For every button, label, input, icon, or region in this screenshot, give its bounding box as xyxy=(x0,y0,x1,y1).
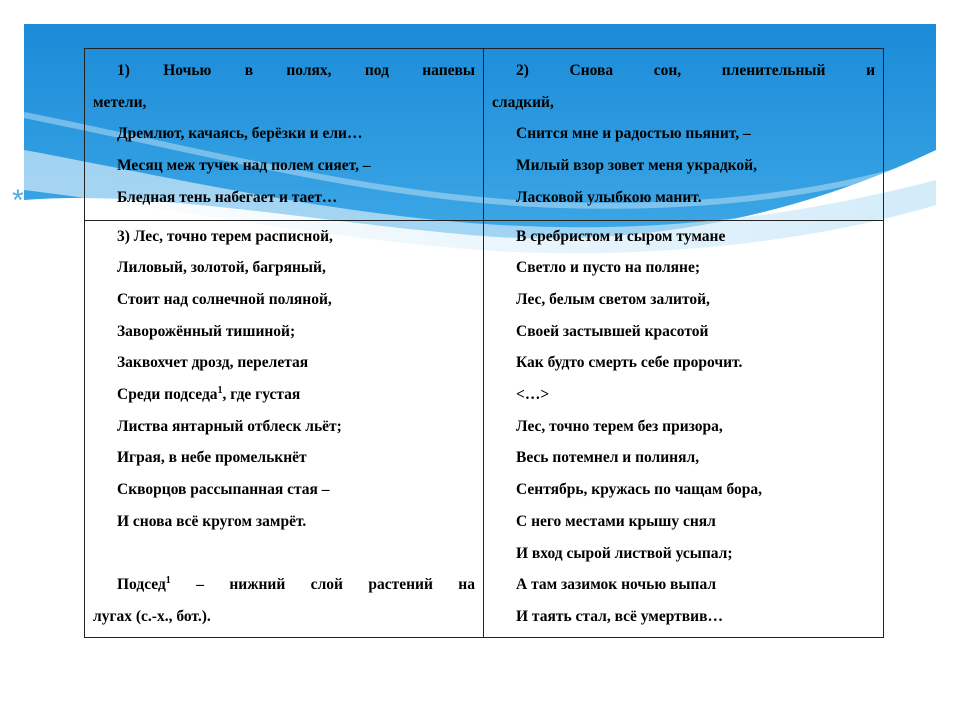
poem-1-line: Дремлют, качаясь, берёзки и ели… xyxy=(117,125,363,143)
poem-2-line: сладкий, xyxy=(492,93,554,111)
poem-4-line: Лес, точно терем без призора, xyxy=(516,417,723,435)
poem-3-line: Играя, в небе промелькнёт xyxy=(117,449,307,467)
poem-3-line: 3) Лес, точно терем расписной, xyxy=(117,227,333,245)
table-row xyxy=(85,220,884,637)
poem-3-line: Скворцов рассыпанная стая – xyxy=(117,481,330,499)
poem-3-line: И снова всё кругом замрёт. xyxy=(117,512,307,530)
poem-4-line: Светло и пусто на поляне; xyxy=(516,259,701,277)
poem-4-line: И таять стал, всё умертвив… xyxy=(516,607,723,625)
footnote-cont: лугах (с.-х., бот.). xyxy=(93,607,211,625)
poem-1-line: Месяц меж тучек над полем сияет, – xyxy=(117,157,371,175)
poem-1-line: метели, xyxy=(93,93,147,111)
poem-3-line-tail: , где густая xyxy=(222,386,301,404)
poem-1-line: Бледная тень набегает и тает… xyxy=(117,188,338,206)
poem-4-line: Своей застывшей красотой xyxy=(516,322,709,340)
poem-3-line: Заворожённый тишиной; xyxy=(117,322,296,340)
poem-4-line: Весь потемнел и полинял, xyxy=(516,449,700,467)
poem-4-line: И вход сырой листвой усыпал; xyxy=(516,544,733,562)
poem-3-line xyxy=(93,379,475,411)
spacer xyxy=(93,538,475,570)
poems-table xyxy=(84,48,884,638)
footnote-word: Подсед xyxy=(117,576,166,594)
footnote xyxy=(93,569,475,601)
poem-3-line-text: Среди подседа xyxy=(117,386,218,404)
poem-3-line: Стоит над солнечной поляной, xyxy=(117,290,332,308)
poem-4-line: Как будто смерть себе пророчит. xyxy=(516,354,743,372)
cell-poem-4 xyxy=(484,220,884,637)
asterisk-bullet: * xyxy=(12,184,24,217)
poem-4-line: С него местами крышу снял xyxy=(516,512,716,530)
poem-2-line: Снится мне и радостью пьянит, – xyxy=(516,125,751,143)
poem-2-line: Милый взор зовет меня украдкой, xyxy=(516,157,757,175)
poem-3-line: Лиловый, золотой, багряный, xyxy=(117,259,326,277)
footnote-mark: 1 xyxy=(217,384,223,396)
poem-3-line: Листва янтарный отблеск льёт; xyxy=(117,417,342,435)
cell-poem-3 xyxy=(85,220,484,637)
poem-4-line: В сребристом и сыром тумане xyxy=(516,227,726,245)
poem-2-line: 2) Снова сон, пленительный и xyxy=(516,62,875,79)
poem-4-line: <…> xyxy=(516,386,550,404)
poem-4-line: А там зазимок ночью выпал xyxy=(516,576,717,594)
poem-4-line: Сентябрь, кружась по чащам бора, xyxy=(516,481,762,499)
poem-2-line: Ласковой улыбкою манит. xyxy=(516,188,702,206)
poem-1-line: 1) Ночью в полях, под напевы xyxy=(117,62,475,79)
table-row xyxy=(85,49,884,221)
cell-poem-2 xyxy=(484,49,884,221)
poem-3-line: Заквохчет дрозд, перелетая xyxy=(117,354,309,372)
footnote-text: – нижний слой растений на xyxy=(170,576,475,594)
footnote-mark: 1 xyxy=(165,575,171,587)
cell-poem-1 xyxy=(85,49,484,221)
poem-4-line: Лес, белым светом залитой, xyxy=(516,290,710,308)
